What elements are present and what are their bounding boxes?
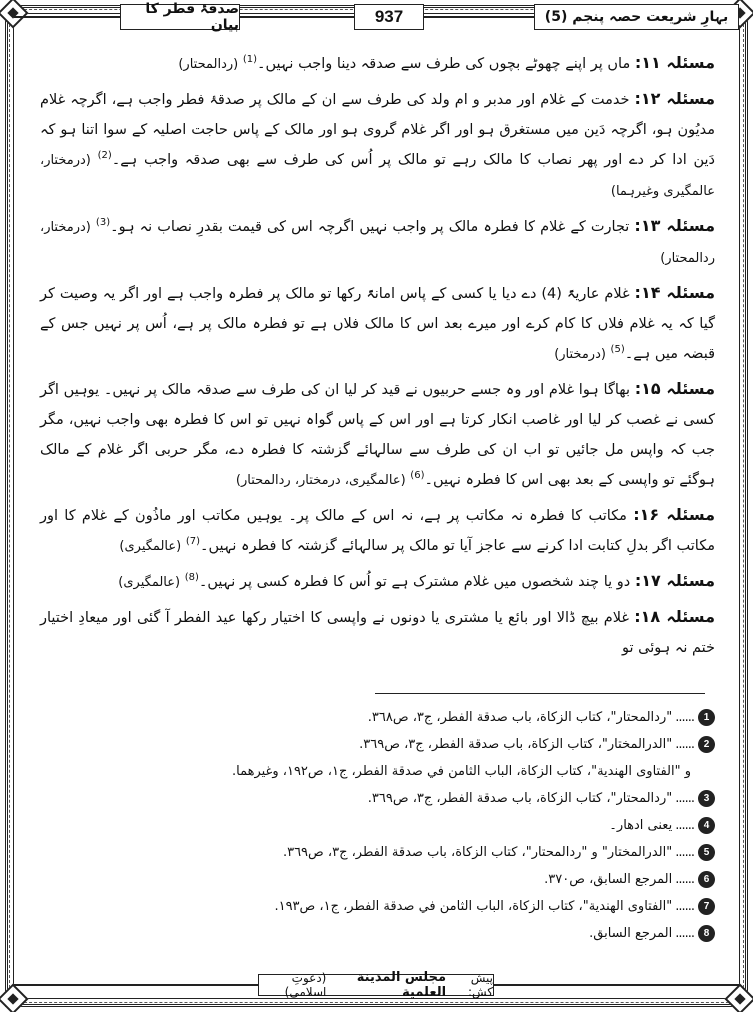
footer-rule (14, 984, 258, 986)
masala-heading: مسئلہ ۱۳: (634, 216, 715, 235)
footer-rule (494, 984, 739, 986)
footnote-number: 7 (698, 898, 715, 915)
masala-text: بھاگا ہوا غلام اور وہ جسے حربیوں نے قید کر لیا ان کی طرف سے صدقہ مالک پر نہیں۔ یوہیں اگر کسی نے غصب کر لیا اور غاصب انکار کرتا ہے اور اس کے پاس گواہ نہیں تو اس کا فطرہ بھی واجب نہیں، مگر جب کہ واپس مل جائیں تو اب ان کی طرف سے سالہائے گزشتہ کا فطرہ دے، مگر حربی اگر غلام کے مالک ہوگئے تو واپسی کے بعد بھی اس کا فطرہ نہیں۔ (40, 382, 715, 488)
footnote-text: المرجع السابق. (589, 925, 673, 941)
footnote (40, 731, 715, 758)
footnote-number: 8 (698, 925, 715, 942)
masala-paragraph (40, 278, 715, 370)
footnote-leader: ...... (675, 709, 694, 725)
footnote-number: 2 (698, 736, 715, 753)
footnote-text: "الدرالمختار"، كتاب الزكاة، باب صدقة الفطر، ج٣، ص٣٦٩. (359, 736, 673, 752)
masala-reference: (ردالمحتار) (178, 57, 239, 72)
masala-text: غلام بیچ ڈالا اور بائع یا مشتری یا دونوں نے واپسی کا اختیار رکھا عید الفطر آ گئی اور میعادِ اختیار ختم نہ ہوئی تو (40, 610, 715, 656)
footnote-text: المرجع السابق، ص٣٧٠. (544, 871, 673, 887)
footnote-continuation (40, 758, 715, 785)
main-text (40, 48, 715, 667)
masala-heading: مسئلہ ۱۴: (634, 283, 716, 302)
publisher-name: مجلس المدينة العلمية (356, 970, 447, 1000)
footnote-number: 5 (698, 844, 715, 861)
masala-heading: مسئلہ ۱۸: (634, 607, 715, 626)
masala-reference: (درمختار) (554, 347, 606, 362)
masala-text: خدمت کے غلام اور مدبر و ام ولد کی طرف سے ان کے مالک پر صدقۂ فطر واجب ہے، اگرچہ غلام مدیُون ہو، اگرچہ دَین میں مستغرق ہو اور اگر غلام گروی ہو اور مالک کے پاس حاجت اصلیہ کے سوا اتنا ہو کہ دَین ادا کر دے اور پھر نصاب کا مالک رہے تو مالک پر اُس کی طرف سے بھی صدقہ واجب ہے۔ (40, 92, 715, 168)
footnote-marker: (5) (610, 344, 625, 356)
footnote-number: 4 (698, 817, 715, 834)
masala-paragraph (40, 84, 715, 207)
footnote-text: "ردالمحتار"، كتاب الزكاة، باب صدقة الفطر، ج٣، ص٣٦٩. (367, 790, 673, 806)
page-footer (0, 970, 753, 1000)
book-title: بہارِ شریعت حصہ پنجم (5) (534, 4, 739, 30)
footnote-leader: ...... (675, 925, 694, 941)
footnote-leader: ...... (675, 790, 694, 806)
masala-reference: (درمختار، ردالمحتار) (40, 220, 715, 266)
masala-text: تجارت کے غلام کا فطرہ مالک پر واجب نہیں اگرچہ اس کی قیمت بقدرِ نصاب نہ ہو۔ (110, 219, 630, 235)
publisher-box (258, 970, 494, 1000)
footnote-text: "ردالمحتار"، كتاب الزكاة، باب صدقة الفطر، ج٣، ص٣٦٨. (367, 709, 673, 725)
masala-text: دو یا چند شخصوں میں غلام مشترک ہے تو اُس کا فطرہ کسی پر نہیں۔ (198, 574, 631, 590)
footnote (40, 785, 715, 812)
publisher-subtitle: (دعوتِ اسلامی) (284, 971, 327, 999)
footnote-leader: ...... (675, 844, 694, 860)
footnote-number: 6 (698, 871, 715, 888)
masala-heading: مسئلہ ۱۲: (634, 89, 716, 108)
chapter-title: صدقۂ فطر کا بیان (120, 4, 240, 30)
footnote (40, 866, 715, 893)
header-rule (424, 16, 534, 18)
page-number: 937 (354, 4, 424, 30)
header-rule (14, 16, 120, 18)
footnote-marker: (3) (95, 217, 111, 229)
footnote-marker: (6) (410, 470, 425, 482)
footnote-marker: (7) (185, 536, 200, 548)
masala-reference: (عالمگیری) (118, 575, 181, 590)
header-rule (240, 16, 354, 18)
page-header (14, 1, 739, 33)
footnote-text: یعنی ادھار۔ (609, 817, 673, 833)
masala-paragraph (40, 48, 715, 80)
masala-text: مکاتب کا فطرہ نہ مکاتب پر ہے، نہ اس کے مالک پر۔ یوہیں مکاتب اور ماذُون کے غلام کا اور مکاتب اگر بدلِ کتابت ادا کرنے سے عاجز آیا تو مالک پر سالہائے گزشتہ کا فطرہ نہیں۔ (40, 508, 715, 554)
footnote-marker: (8) (184, 572, 199, 584)
footnotes (40, 704, 715, 947)
masala-text: غلام عاریۃً (4) دے دیا یا کسی کے پاس امانۃً رکھا تو مالک پر فطرہ واجب ہے اور اگر یہ وصیت کر گیا کہ یہ غلام فلاں کا کام کرے اور میرے بعد اس کا مالک فلاں ہے تو فطرہ مالک پر ہے، اُس پر نہیں جس کے قبضہ میں ہے۔ (40, 286, 715, 362)
masala-heading: مسئلہ ۱۵: (634, 379, 715, 398)
footnote-marker: (1) (242, 54, 258, 66)
footnote-number: 3 (698, 790, 715, 807)
masala-paragraph (40, 211, 715, 274)
footnote (40, 812, 715, 839)
masala-paragraph (40, 500, 715, 562)
footnote (40, 893, 715, 920)
masala-heading: مسئلہ ۱۱: (634, 53, 715, 72)
masala-heading: مسئلہ ۱۷: (634, 571, 715, 590)
footnote-leader: ...... (675, 898, 694, 914)
masala-paragraph (40, 602, 715, 663)
masala-reference: (عالمگیری، درمختار، ردالمحتار) (235, 473, 406, 488)
masala-heading: مسئلہ ۱۶: (633, 505, 716, 524)
footnote (40, 839, 715, 866)
footnote-text: "الفتاوى الهندية"، كتاب الزكاة، الباب الثامن في صدقة الفطر، ج١، ص١٩٣. (274, 898, 673, 914)
masala-reference: (عالمگیری) (119, 539, 182, 554)
masala-paragraph (40, 566, 715, 598)
footnote-separator (375, 693, 705, 694)
presenter-label: پیش کش: (467, 971, 493, 999)
masala-text: ماں پر اپنے چھوٹے بچوں کی طرف سے صدقہ دینا واجب نہیں۔ (257, 56, 631, 72)
footnote-number: 1 (698, 709, 715, 726)
footnote-leader: ...... (675, 736, 694, 752)
masala-reference: (درمختار، عالمگیری وغیرہما) (40, 153, 715, 199)
footnote-text: "الدرالمختار" و "ردالمحتار"، كتاب الزكاة، باب صدقة الفطر، ج٣، ص٣٦٩. (282, 844, 673, 860)
footnote (40, 704, 715, 731)
footnote-leader: ...... (675, 817, 694, 833)
footnote-marker: (2) (97, 150, 112, 162)
footnote-text: و "الفتاوى الهندية"، كتاب الزكاة، الباب الثامن في صدقة الفطر، ج١، ص١٩٢، وغيرهما. (232, 763, 691, 779)
footnote-leader: ...... (675, 871, 694, 887)
footnote (40, 920, 715, 947)
masala-paragraph (40, 374, 715, 496)
